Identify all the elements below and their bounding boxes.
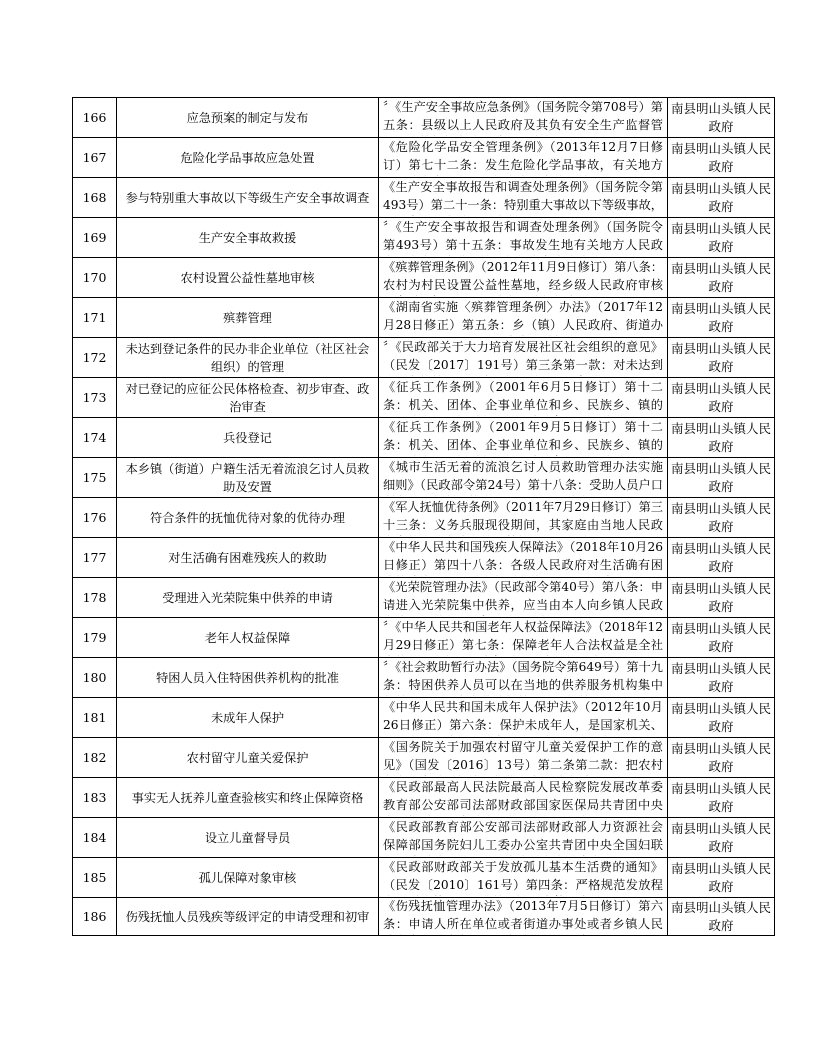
matter-name: 受理进入光荣院集中供养的申请: [117, 578, 379, 618]
matter-name: 参与特别重大事故以下等级生产安全事故调查: [117, 178, 379, 218]
matter-name: 对已登记的应征公民体格检查、初步审查、政治审查: [117, 378, 379, 418]
legal-basis-cell: [379, 418, 668, 458]
legal-basis-cell: [379, 98, 668, 138]
legal-basis: 《征兵工作条例》（2001年9月5日修订）第十二条：机关、团体、企事业单位和乡、民族乡、镇的: [383, 420, 663, 452]
legal-basis: 〞《中华人民共和国老年人权益保障法》（2018年12月29日修正）第七条：保障老年人合法权益是全社: [383, 620, 663, 652]
matter-name: 伤残抚恤人员残疾等级评定的申请受理和初审: [117, 898, 379, 936]
responsible-org: 南县明山头镇人民政府: [668, 818, 775, 858]
responsible-org: 南县明山头镇人民政府: [668, 658, 775, 698]
legal-basis-cell: [379, 898, 668, 936]
row-number: 172: [73, 338, 117, 378]
matter-name: 兵役登记: [117, 418, 379, 458]
responsible-org: 南县明山头镇人民政府: [668, 458, 775, 498]
legal-basis: 《殡葬管理条例》（2012年11月9日修订）第八条：农村为村民设置公益性墓地，经乡级人民政府审核: [383, 260, 663, 292]
responsible-org: 南县明山头镇人民政府: [668, 178, 775, 218]
responsible-org: 南县明山头镇人民政府: [668, 578, 775, 618]
row-number: 176: [73, 498, 117, 538]
row-number: 186: [73, 898, 117, 936]
legal-basis: 《征兵工作条例》（2001年6月5日修订）第十二条：机关、团体、企事业单位和乡、民族乡、镇的: [383, 380, 663, 412]
matter-name: 符合条件的抚恤优待对象的优待办理: [117, 498, 379, 538]
responsible-org: 南县明山头镇人民政府: [668, 418, 775, 458]
row-number: 166: [73, 98, 117, 138]
legal-basis: 《光荣院管理办法》（民政部令第40号）第八条：申请进入光荣院集中供养，应当由本人向乡镇人民政: [383, 580, 663, 612]
matter-name: 未达到登记条件的民办非企业单位（社区社会组织）的管理: [117, 338, 379, 378]
table-row: [73, 98, 775, 138]
legal-basis: 《军人抚恤优待条例》（2011年7月29日修订）第三十三条：义务兵服现役期间，其家庭由当地人民政: [383, 500, 663, 532]
table-row: [73, 298, 775, 338]
table-row: [73, 458, 775, 498]
responsible-org: 南县明山头镇人民政府: [668, 498, 775, 538]
legal-basis-cell: [379, 218, 668, 258]
legal-basis-cell: [379, 818, 668, 858]
table-body: [73, 98, 775, 936]
legal-basis: 《危险化学品安全管理条例》（2013年12月7日修订）第七十二条：发生危险化学品事故，有关地方: [383, 140, 663, 172]
matter-name: 事实无人抚养儿童查验核实和终止保障资格: [117, 778, 379, 818]
legal-basis: 《国务院关于加强农村留守儿童关爱保护工作的意见》（国发〔2016〕13号）第二条第二款：把农村: [383, 740, 663, 772]
responsible-org: 南县明山头镇人民政府: [668, 298, 775, 338]
row-number: 183: [73, 778, 117, 818]
row-number: 170: [73, 258, 117, 298]
row-number: 174: [73, 418, 117, 458]
legal-basis: 《民政部财政部关于发放孤儿基本生活费的通知》（民发〔2010〕161号）第四条：严格规范发放程: [383, 860, 663, 892]
legal-basis: 《湖南省实施〈殡葬管理条例〉办法》（2017年12月28日修正）第五条：乡（镇）人民政府、街道办: [383, 300, 663, 332]
legal-basis: 《中华人民共和国残疾人保障法》（2018年10月26日修正）第四十八条：各级人民政府对生活确有困: [383, 540, 663, 572]
matters-table: [72, 97, 775, 936]
row-number: 180: [73, 658, 117, 698]
matter-name: 特困人员入住特困供养机构的批准: [117, 658, 379, 698]
matter-name: 对生活确有困难残疾人的救助: [117, 538, 379, 578]
table-row: [73, 858, 775, 898]
row-number: 181: [73, 698, 117, 738]
table-row: [73, 698, 775, 738]
legal-basis-cell: [379, 458, 668, 498]
legal-basis-cell: [379, 698, 668, 738]
legal-basis: 《民政部最高人民法院最高人民检察院发展改革委教育部公安部司法部财政部国家医保局共青团中央: [383, 780, 663, 812]
legal-basis-cell: [379, 298, 668, 338]
row-number: 175: [73, 458, 117, 498]
legal-basis: 〞《社会救助暂行办法》（国务院令第649号）第十九条：特困供养人员可以在当地的供养服务机构集中: [383, 660, 663, 692]
table-row: [73, 738, 775, 778]
table-row: [73, 498, 775, 538]
table-row: [73, 818, 775, 858]
legal-basis: 〞《民政部关于大力培育发展社区社会组织的意见》（民发〔2017〕191号）第三条第一款：对未达到: [383, 340, 663, 372]
table-row: [73, 258, 775, 298]
row-number: 171: [73, 298, 117, 338]
matter-name: 本乡镇（街道）户籍生活无着流浪乞讨人员救助及安置: [117, 458, 379, 498]
legal-basis: 〞《生产安全事故报告和调查处理条例》（国务院令第493号）第十五条：事故发生地有关地方人民政: [383, 220, 663, 252]
legal-basis-cell: [379, 498, 668, 538]
legal-basis: 〞《生产安全事故应急条例》（国务院令第708号）第五条：县级以上人民政府及其负有安全生产监督管: [383, 100, 663, 132]
responsible-org: 南县明山头镇人民政府: [668, 218, 775, 258]
matter-name: 殡葬管理: [117, 298, 379, 338]
legal-basis: 《民政部教育部公安部司法部财政部人力资源社会保障部国务院妇儿工委办公室共青团中央全国妇联: [383, 820, 663, 852]
matter-name: 危险化学品事故应急处置: [117, 138, 379, 178]
row-number: 169: [73, 218, 117, 258]
row-number: 185: [73, 858, 117, 898]
row-number: 168: [73, 178, 117, 218]
legal-basis: 《中华人民共和国未成年人保护法》（2012年10月26日修正）第六条：保护未成年人，是国家机关、: [383, 700, 663, 732]
matter-name: 孤儿保障对象审核: [117, 858, 379, 898]
row-number: 184: [73, 818, 117, 858]
table-row: [73, 418, 775, 458]
legal-basis-cell: [379, 578, 668, 618]
row-number: 167: [73, 138, 117, 178]
responsible-org: 南县明山头镇人民政府: [668, 378, 775, 418]
legal-basis-cell: [379, 338, 668, 378]
responsible-org: 南县明山头镇人民政府: [668, 258, 775, 298]
legal-basis-cell: [379, 258, 668, 298]
matter-name: 生产安全事故救援: [117, 218, 379, 258]
responsible-org: 南县明山头镇人民政府: [668, 898, 775, 936]
legal-basis-cell: [379, 738, 668, 778]
legal-basis: 《城市生活无着的流浪乞讨人员救助管理办法实施细则》（民政部令第24号）第十八条：受助人员户口: [383, 460, 663, 492]
table-row: [73, 898, 775, 936]
matter-name: 农村设置公益性墓地审核: [117, 258, 379, 298]
table-row: [73, 338, 775, 378]
row-number: 182: [73, 738, 117, 778]
legal-basis: 《生产安全事故报告和调查处理条例》（国务院令第493号）第二十一条：特别重大事故以下等级事故，: [383, 180, 663, 212]
table-row: [73, 578, 775, 618]
table-row: [73, 138, 775, 178]
legal-basis-cell: [379, 378, 668, 418]
table-row: [73, 218, 775, 258]
responsible-org: 南县明山头镇人民政府: [668, 618, 775, 658]
matter-name: 老年人权益保障: [117, 618, 379, 658]
responsible-org: 南县明山头镇人民政府: [668, 778, 775, 818]
responsible-org: 南县明山头镇人民政府: [668, 738, 775, 778]
table-row: [73, 538, 775, 578]
matter-name: 设立儿童督导员: [117, 818, 379, 858]
legal-basis-cell: [379, 858, 668, 898]
table-row: [73, 178, 775, 218]
responsible-org: 南县明山头镇人民政府: [668, 338, 775, 378]
responsible-org: 南县明山头镇人民政府: [668, 698, 775, 738]
legal-basis-cell: [379, 618, 668, 658]
matter-name: 未成年人保护: [117, 698, 379, 738]
matter-name: 应急预案的制定与发布: [117, 98, 379, 138]
responsible-org: 南县明山头镇人民政府: [668, 138, 775, 178]
legal-basis-cell: [379, 658, 668, 698]
legal-basis-cell: [379, 138, 668, 178]
row-number: 173: [73, 378, 117, 418]
legal-basis-cell: [379, 538, 668, 578]
row-number: 177: [73, 538, 117, 578]
responsible-org: 南县明山头镇人民政府: [668, 538, 775, 578]
row-number: 179: [73, 618, 117, 658]
table-row: [73, 778, 775, 818]
matter-name: 农村留守儿童关爱保护: [117, 738, 379, 778]
row-number: 178: [73, 578, 117, 618]
legal-basis-cell: [379, 178, 668, 218]
table-row: [73, 658, 775, 698]
legal-basis-cell: [379, 778, 668, 818]
legal-basis: 《伤残抚恤管理办法》（2013年7月5日修订）第六条：申请人所在单位或者街道办事处或者乡镇人民: [383, 899, 663, 931]
responsible-org: 南县明山头镇人民政府: [668, 98, 775, 138]
responsible-org: 南县明山头镇人民政府: [668, 858, 775, 898]
table-row: [73, 618, 775, 658]
table-row: [73, 378, 775, 418]
